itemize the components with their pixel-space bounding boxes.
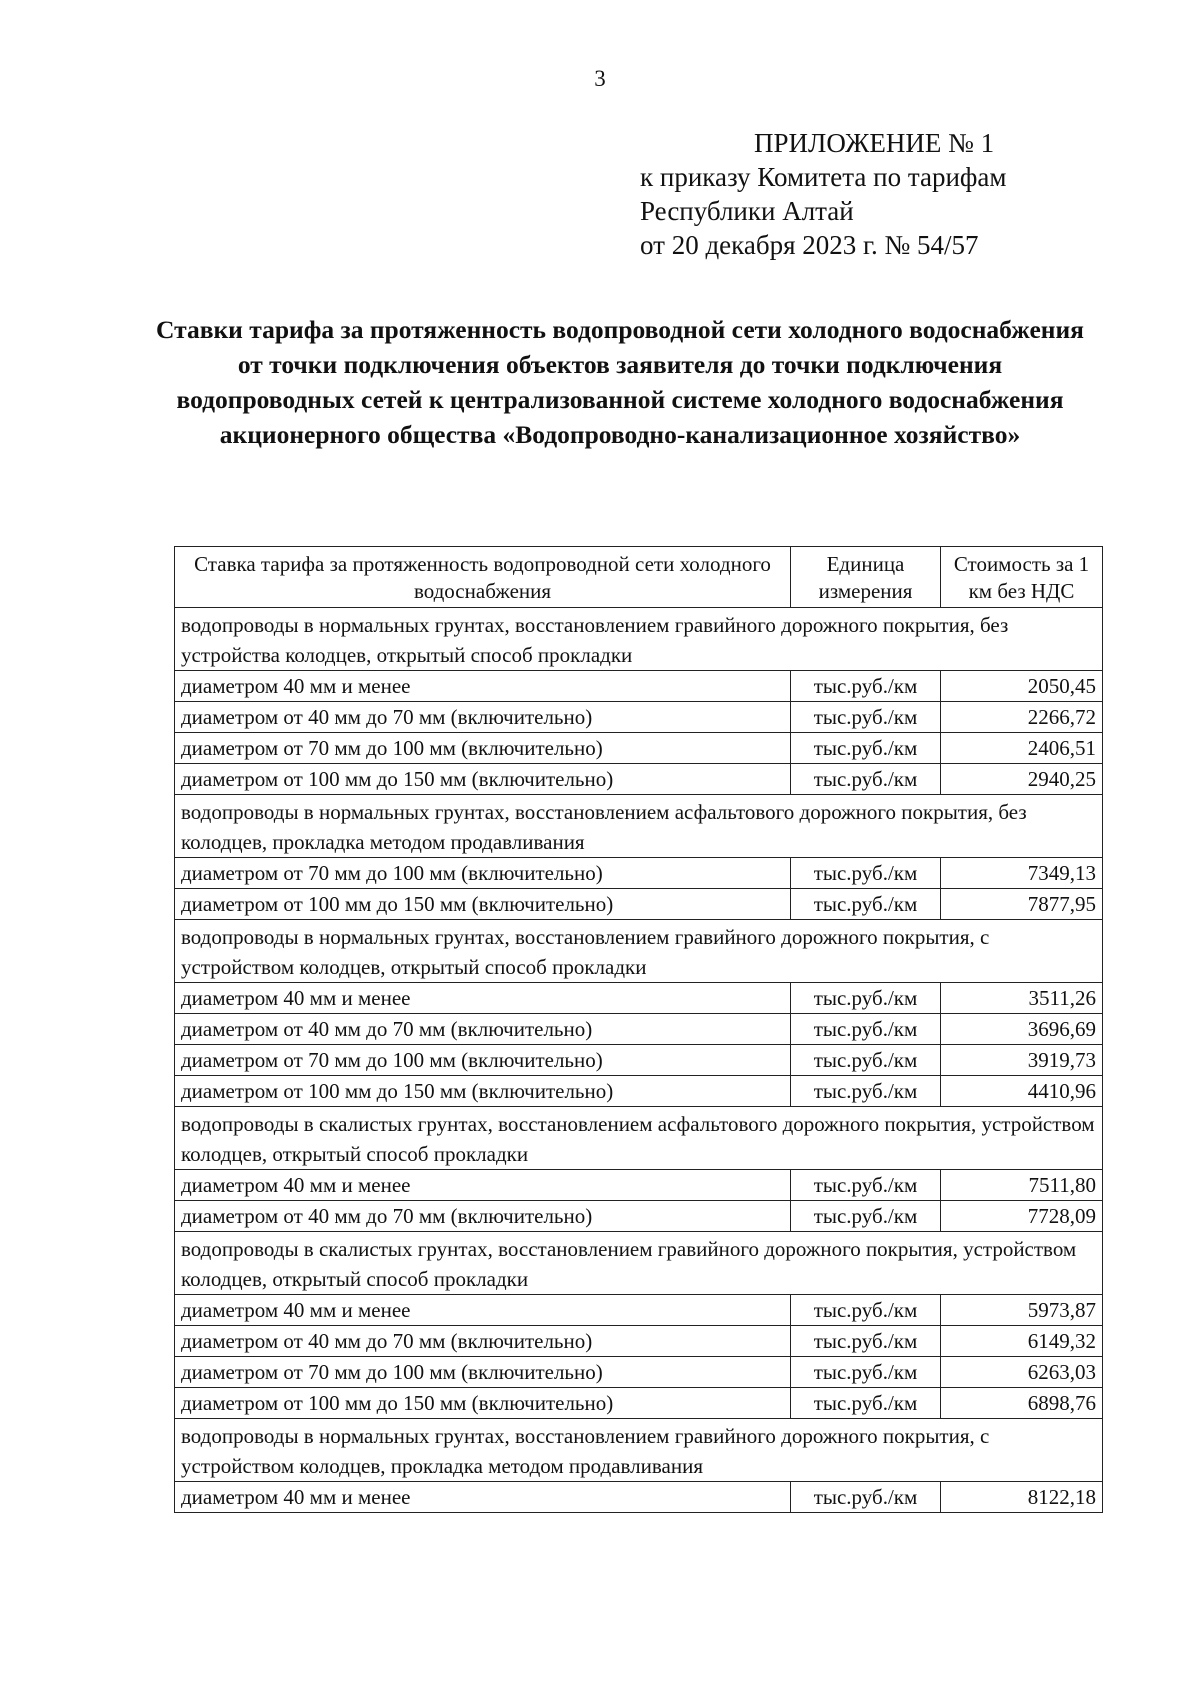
appendix-line: Республики Алтай	[640, 196, 854, 226]
row-unit: тыс.руб./км	[791, 1357, 941, 1388]
row-name: диаметром 40 мм и менее	[175, 671, 791, 702]
group-title: водопроводы в нормальных грунтах, восстановлением асфальтового дорожного покрытия, без колодцев, прокладка методом продавливания	[175, 795, 1103, 858]
row-value: 7728,09	[941, 1201, 1103, 1232]
row-unit: тыс.руб./км	[791, 1170, 941, 1201]
row-value: 5973,87	[941, 1295, 1103, 1326]
row-unit: тыс.руб./км	[791, 671, 941, 702]
row-name: диаметром от 40 мм до 70 мм (включительно)	[175, 1201, 791, 1232]
group-row	[175, 1419, 1103, 1482]
appendix-line: к приказу Комитета по тарифам	[640, 162, 1007, 192]
row-value: 3511,26	[941, 983, 1103, 1014]
row-value: 8122,18	[941, 1482, 1103, 1513]
row-unit: тыс.руб./км	[791, 1388, 941, 1419]
row-value: 4410,96	[941, 1076, 1103, 1107]
group-row	[175, 795, 1103, 858]
group-title: водопроводы в скалистых грунтах, восстановлением асфальтового дорожного покрытия, устройством колодцев, открытый способ прокладки	[175, 1107, 1103, 1170]
group-row	[175, 1232, 1103, 1295]
row-unit: тыс.руб./км	[791, 1326, 941, 1357]
row-value: 6898,76	[941, 1388, 1103, 1419]
row-unit: тыс.руб./км	[791, 1201, 941, 1232]
table-row	[175, 702, 1103, 733]
row-value: 7511,80	[941, 1170, 1103, 1201]
row-name: диаметром от 100 мм до 150 мм (включительно)	[175, 889, 791, 920]
row-unit: тыс.руб./км	[791, 1482, 941, 1513]
table-row	[175, 671, 1103, 702]
table-row	[175, 889, 1103, 920]
row-value: 6263,03	[941, 1357, 1103, 1388]
table-row	[175, 1170, 1103, 1201]
row-unit: тыс.руб./км	[791, 889, 941, 920]
row-name: диаметром от 100 мм до 150 мм (включительно)	[175, 1076, 791, 1107]
row-name: диаметром от 100 мм до 150 мм (включительно)	[175, 764, 791, 795]
table-row	[175, 1045, 1103, 1076]
table-row	[175, 1326, 1103, 1357]
page-number: 3	[594, 66, 606, 91]
row-value: 2266,72	[941, 702, 1103, 733]
row-unit: тыс.руб./км	[791, 702, 941, 733]
group-title: водопроводы в нормальных грунтах, восстановлением гравийного дорожного покрытия, без устройства колодцев, открытый способ прокладки	[175, 608, 1103, 671]
row-name: диаметром от 70 мм до 100 мм (включительно)	[175, 1357, 791, 1388]
group-title: водопроводы в скалистых грунтах, восстановлением гравийного дорожного покрытия, устройством колодцев, открытый способ прокладки	[175, 1232, 1103, 1295]
header-unit: Единица измерения	[791, 547, 941, 608]
row-name: диаметром 40 мм и менее	[175, 1170, 791, 1201]
row-name: диаметром от 70 мм до 100 мм (включительно)	[175, 1045, 791, 1076]
row-name: диаметром от 100 мм до 150 мм (включительно)	[175, 1388, 791, 1419]
table-body	[175, 608, 1103, 1513]
table-row	[175, 983, 1103, 1014]
row-value: 3696,69	[941, 1014, 1103, 1045]
row-name: диаметром от 40 мм до 70 мм (включительно)	[175, 1326, 791, 1357]
row-value: 7877,95	[941, 889, 1103, 920]
document-title: Ставки тарифа за протяженность водопроводной сети холодного водоснабжения от точки подключения объектов заявителя до точки подключения водопроводных сетей к централизованной системе холодного водоснабжения акционерного общества «Водопроводно-канализационное хозяйство»	[156, 315, 1084, 449]
row-name: диаметром от 40 мм до 70 мм (включительно)	[175, 1014, 791, 1045]
group-row	[175, 920, 1103, 983]
table-row	[175, 1201, 1103, 1232]
row-value: 2050,45	[941, 671, 1103, 702]
row-value: 3919,73	[941, 1045, 1103, 1076]
row-name: диаметром 40 мм и менее	[175, 1295, 791, 1326]
row-unit: тыс.руб./км	[791, 858, 941, 889]
row-unit: тыс.руб./км	[791, 983, 941, 1014]
table-row	[175, 1388, 1103, 1419]
table-row	[175, 1482, 1103, 1513]
table-row	[175, 1295, 1103, 1326]
row-name: диаметром от 70 мм до 100 мм (включительно)	[175, 733, 791, 764]
header-cost: Стоимость за 1 км без НДС	[941, 547, 1103, 608]
row-name: диаметром 40 мм и менее	[175, 1482, 791, 1513]
row-unit: тыс.руб./км	[791, 1014, 941, 1045]
appendix-line: от 20 декабря 2023 г. № 54/57	[640, 230, 979, 260]
table-header-row	[175, 547, 1103, 608]
appendix-heading: ПРИЛОЖЕНИЕ № 1	[754, 128, 995, 158]
row-value: 6149,32	[941, 1326, 1103, 1357]
row-unit: тыс.руб./км	[791, 764, 941, 795]
row-name: диаметром от 70 мм до 100 мм (включительно)	[175, 858, 791, 889]
row-value: 2940,25	[941, 764, 1103, 795]
row-unit: тыс.руб./км	[791, 733, 941, 764]
group-row	[175, 608, 1103, 671]
row-value: 2406,51	[941, 733, 1103, 764]
appendix-block	[640, 126, 1006, 262]
group-title: водопроводы в нормальных грунтах, восстановлением гравийного дорожного покрытия, с устройством колодцев, открытый способ прокладки	[175, 920, 1103, 983]
row-unit: тыс.руб./км	[791, 1295, 941, 1326]
table-row	[175, 1357, 1103, 1388]
table-row	[175, 733, 1103, 764]
group-row	[175, 1107, 1103, 1170]
row-unit: тыс.руб./км	[791, 1076, 941, 1107]
row-value: 7349,13	[941, 858, 1103, 889]
tariff-table	[174, 546, 1103, 1513]
table-row	[175, 1014, 1103, 1045]
row-unit: тыс.руб./км	[791, 1045, 941, 1076]
row-name: диаметром от 40 мм до 70 мм (включительно)	[175, 702, 791, 733]
group-title: водопроводы в нормальных грунтах, восстановлением гравийного дорожного покрытия, с устройством колодцев, прокладка методом продавливания	[175, 1419, 1103, 1482]
row-name: диаметром 40 мм и менее	[175, 983, 791, 1014]
table-row	[175, 1076, 1103, 1107]
table-row	[175, 764, 1103, 795]
table-row	[175, 858, 1103, 889]
header-rate: Ставка тарифа за протяженность водопроводной сети холодного водоснабжения	[175, 547, 791, 608]
